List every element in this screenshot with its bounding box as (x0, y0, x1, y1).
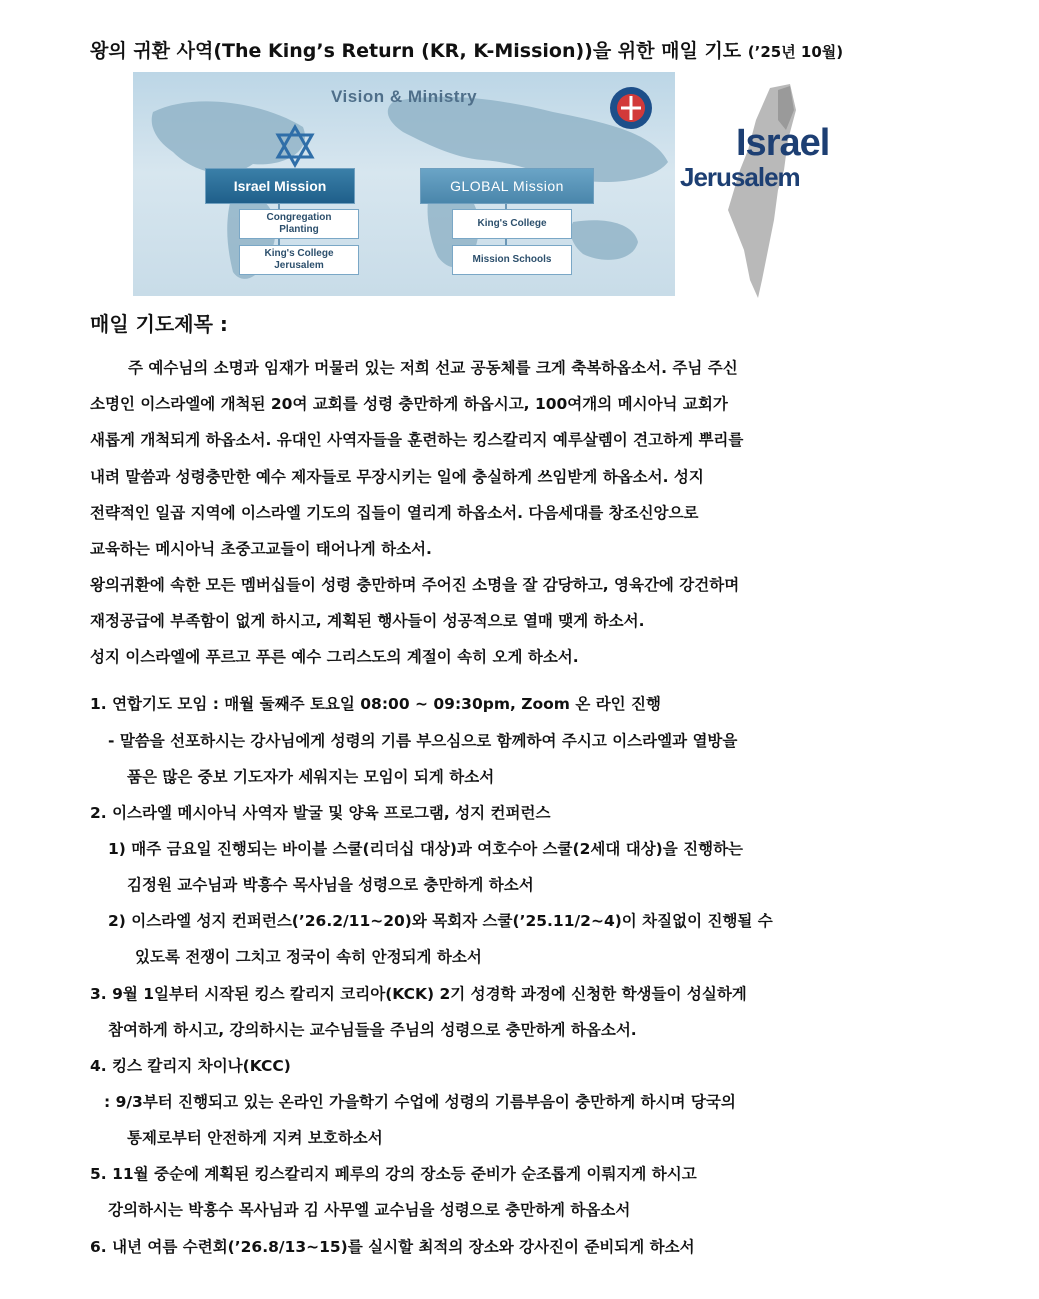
kings-college-jerusalem-box: King's College Jerusalem (239, 245, 359, 275)
list-item: 통제로부터 안전하게 지켜 보호하소서 (127, 1129, 383, 1147)
congregation-planting-box: Congregation Planting (239, 209, 359, 239)
ministry-logo-icon (607, 84, 655, 132)
israel-word-map-image (678, 80, 858, 300)
list-item: 6. 내년 여름 수련회(’26.8/13~15)를 실시할 최적의 장소와 강사진이 준비되게 하소서 (90, 1238, 695, 1256)
vision-heading: Vision & Ministry (330, 87, 478, 106)
list-item: : 9/3부터 진행되고 있는 온라인 가을학기 수업에 성령의 기름부음이 충만하게 하시며 당국의 (104, 1093, 736, 1111)
list-item: 1. 연합기도 모임 : 매월 둘째주 토요일 08:00 ~ 09:30pm, Zoom 온 라인 진행 (90, 695, 661, 713)
list-item: 품은 많은 중보 기도자가 세워지는 모임이 되게 하소서 (127, 768, 495, 786)
body-line: 교육하는 메시아닉 초중고교들이 태어나게 하소서. (90, 540, 432, 558)
list-item: 참여하게 하시고, 강의하시는 교수님들을 주님의 성령으로 충만하게 하옵소서. (108, 1021, 637, 1039)
body-line: 주 예수님의 소명과 임재가 머물러 있는 저희 선교 공동체를 크게 축복하옵소서. 주님 주신 (128, 359, 738, 377)
body-line: 성지 이스라엘에 푸르고 푸른 예수 그리스도의 계절이 속히 오게 하소서. (90, 648, 579, 666)
word-jerusalem: Jerusalem (680, 162, 800, 192)
list-item: 있도록 전쟁이 그치고 정국이 속히 안정되게 하소서 (135, 948, 482, 966)
list-item: 김정원 교수님과 박흥수 목사님을 성령으로 충만하게 하소서 (127, 876, 534, 894)
body-line: 내려 말씀과 성령충만한 예수 제자들로 무장시키는 일에 충실하게 쓰임받게 하옵소서. 성지 (90, 468, 704, 486)
list-item: 4. 킹스 칼리지 차이나(KCC) (90, 1057, 291, 1075)
list-item: - 말씀을 선포하시는 강사님에게 성령의 기름 부으심으로 함께하여 주시고 이스라엘과 열방을 (108, 732, 738, 750)
title-text: 왕의 귀환 사역(The King’s Return (KR, K-Mission))을 위한 매일 기도 (90, 40, 742, 62)
page-title (90, 36, 843, 63)
list-item: 1) 매주 금요일 진행되는 바이블 스쿨(리더십 대상)과 여호수아 스쿨(2세대 대상)을 진행하는 (108, 840, 744, 858)
vision-ministry-image (133, 72, 675, 296)
list-item: 3. 9월 1일부터 시작된 킹스 칼리지 코리아(KCK) 2기 성경학 과정에 신청한 학생들이 성실하게 (90, 985, 747, 1003)
body-line: 새롭게 개척되게 하옵소서. 유대인 사역자들을 훈련하는 킹스칼리지 예루살렘이 견고하게 뿌리를 (90, 431, 744, 449)
list-item: 2) 이스라엘 성지 컨퍼런스(’26.2/11~20)와 목회자 스쿨(’25.11/2~4)이 차질없이 진행될 수 (108, 912, 773, 930)
body-line: 재정공급에 부족함이 없게 하시고, 계획된 행사들이 성공적으로 열매 맺게 하소서. (90, 612, 645, 630)
star-of-david-icon (273, 124, 317, 168)
word-israel: Israel (736, 122, 830, 164)
section-title: 매일 기도제목 : (90, 312, 228, 336)
mission-schools-box: Mission Schools (452, 245, 572, 275)
body-line: 왕의귀환에 속한 모든 멤버십들이 성령 충만하며 주어진 소명을 잘 감당하고, 영육간에 강건하며 (90, 576, 740, 594)
list-item: 5. 11월 중순에 계획된 킹스칼리지 페루의 강의 장소등 준비가 순조롭게 이뤄지게 하시고 (90, 1165, 697, 1183)
body-line: 전략적인 일곱 지역에 이스라엘 기도의 집들이 열리게 하옵소서. 다음세대를 창조신앙으로 (90, 504, 699, 522)
list-item: 2. 이스라엘 메시아닉 사역자 발굴 및 양육 프로그램, 성지 컨퍼런스 (90, 804, 551, 822)
list-item: 강의하시는 박흥수 목사님과 김 사무엘 교수님을 성령으로 충만하게 하옵소서 (108, 1201, 631, 1219)
israel-mission-box: Israel Mission (205, 168, 355, 204)
kings-college-box: King's College (452, 209, 572, 239)
title-date: (’25년 10월) (747, 43, 844, 61)
body-line: 소명인 이스라엘에 개척된 20여 교회를 성령 충만하게 하옵시고, 100여개의 메시아닉 교회가 (90, 395, 728, 413)
global-mission-box: GLOBAL Mission (420, 168, 594, 204)
